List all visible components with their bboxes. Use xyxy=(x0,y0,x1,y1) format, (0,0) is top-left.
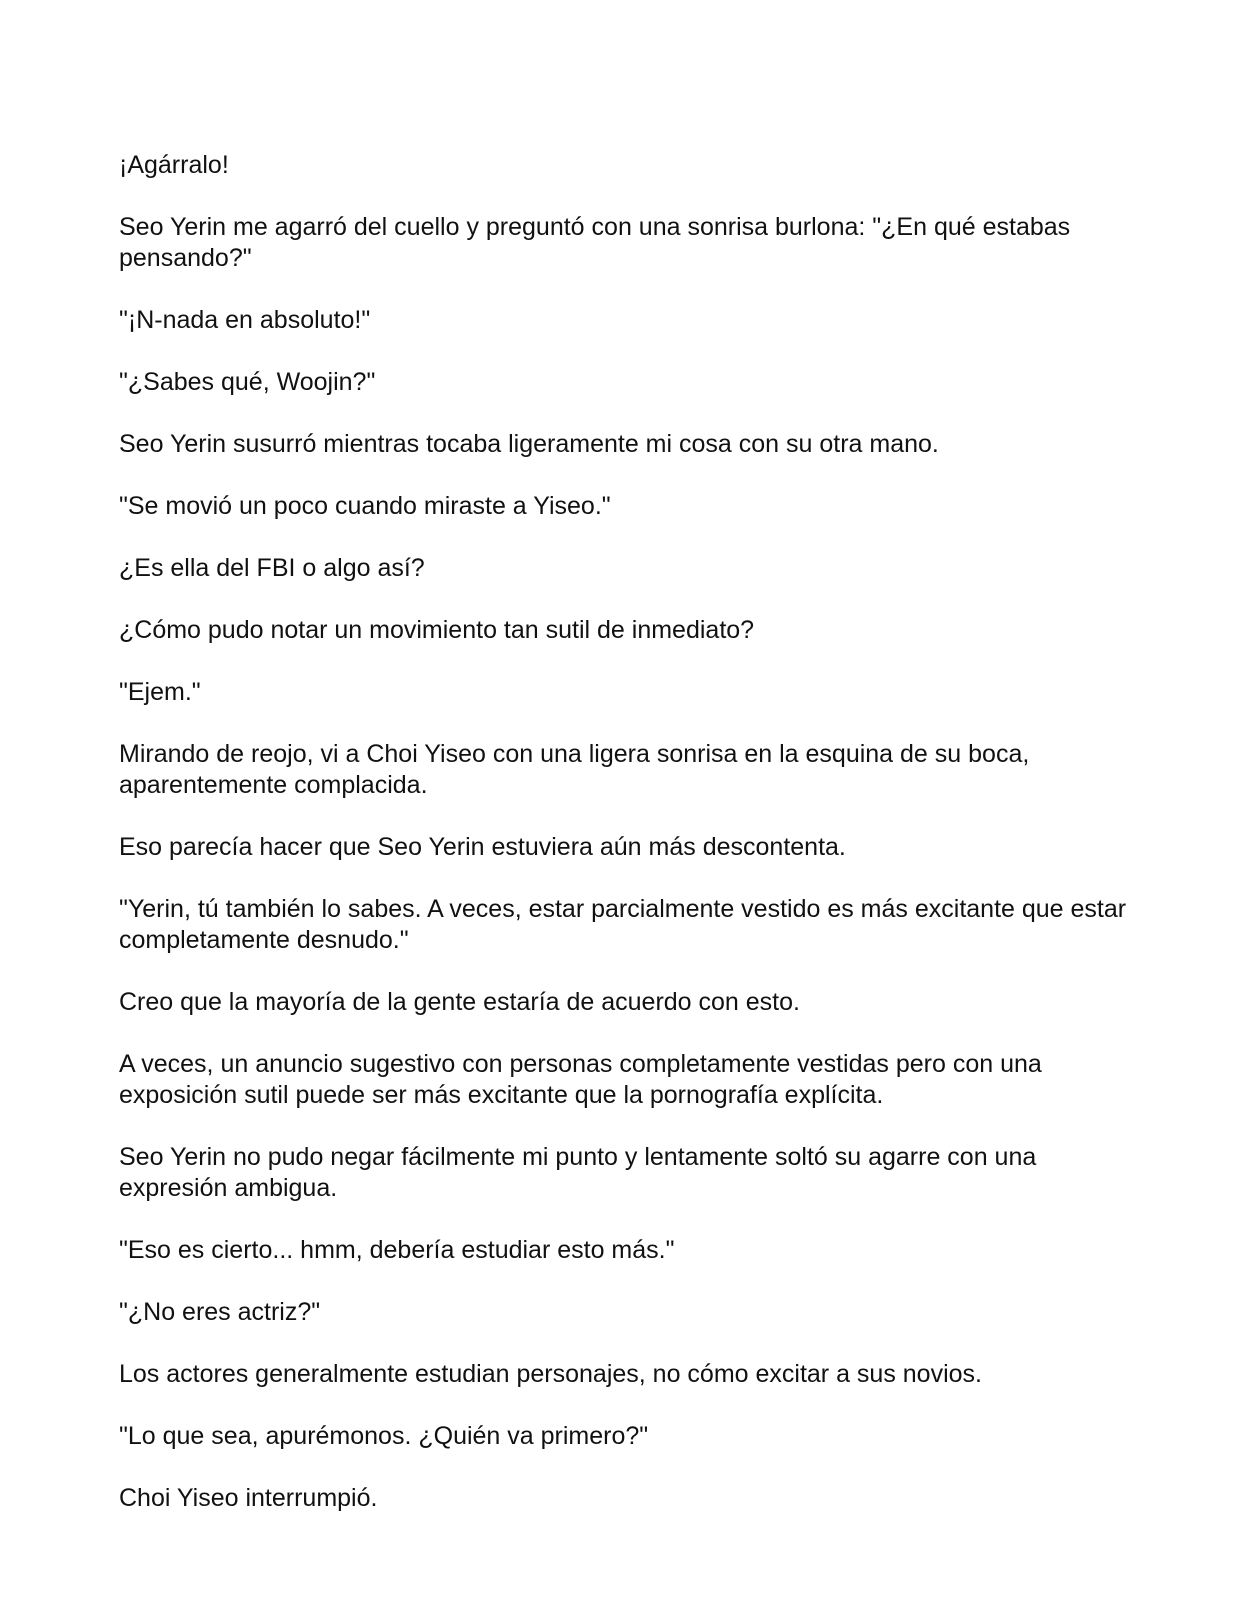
paragraph: "Ejem." xyxy=(119,678,201,706)
paragraph: Seo Yerin susurró mientras tocaba ligeramente mi cosa con su otra mano. xyxy=(119,430,939,458)
paragraph: Los actores generalmente estudian personajes, no cómo excitar a sus novios. xyxy=(119,1360,982,1388)
paragraph: "¿No eres actriz?" xyxy=(119,1298,321,1326)
paragraph: "Lo que sea, apurémonos. ¿Quién va primero?" xyxy=(119,1422,649,1450)
document-body xyxy=(119,150,1129,1545)
paragraph: Seo Yerin no pudo negar fácilmente mi punto y lentamente soltó su agarre con una expresión ambigua. xyxy=(119,1143,1037,1202)
paragraph: Mirando de reojo, vi a Choi Yiseo con una ligera sonrisa en la esquina de su boca, aparentemente complacida. xyxy=(119,740,1030,799)
paragraph: A veces, un anuncio sugestivo con personas completamente vestidas pero con una exposición sutil puede ser más excitante que la pornografía explícita. xyxy=(119,1050,1042,1109)
paragraph: ¡Agárralo! xyxy=(119,151,229,179)
paragraph: Creo que la mayoría de la gente estaría de acuerdo con esto. xyxy=(119,988,800,1016)
paragraph: "Eso es cierto... hmm, debería estudiar esto más." xyxy=(119,1236,675,1264)
paragraph: "Yerin, tú también lo sabes. A veces, estar parcialmente vestido es más excitante que estar completamente desnudo." xyxy=(119,895,1127,954)
paragraph: Seo Yerin me agarró del cuello y preguntó con una sonrisa burlona: "¿En qué estabas pensando?" xyxy=(119,213,1071,272)
paragraph: "Se movió un poco cuando miraste a Yiseo." xyxy=(119,492,611,520)
paragraph: "¿Sabes qué, Woojin?" xyxy=(119,368,376,396)
paragraph: ¿Es ella del FBI o algo así? xyxy=(119,554,425,582)
paragraph: ¿Cómo pudo notar un movimiento tan sutil de inmediato? xyxy=(119,616,755,644)
paragraph: Eso parecía hacer que Seo Yerin estuviera aún más descontenta. xyxy=(119,833,846,861)
paragraph: Choi Yiseo interrumpió. xyxy=(119,1484,378,1512)
paragraph: "¡N-nada en absoluto!" xyxy=(119,306,371,334)
